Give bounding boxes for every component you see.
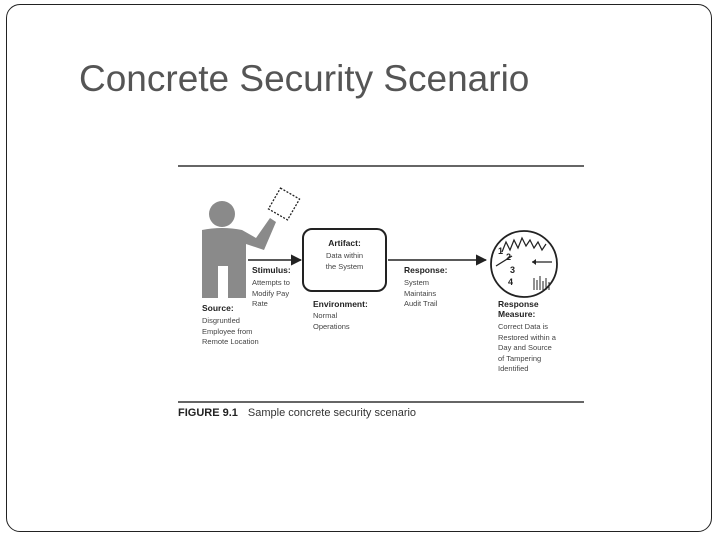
response-text: System Maintains Audit Trail <box>404 278 438 308</box>
figure-number: FIGURE 9.1 <box>178 407 238 419</box>
clock-number-1: 1 <box>498 246 504 256</box>
response-measure-clock-icon <box>488 228 560 300</box>
source-text: Disgruntled Employee from Remote Location <box>202 316 259 346</box>
response-measure-label: Response Measure: <box>498 299 539 319</box>
environment-label: Environment: <box>313 299 368 309</box>
artifact-label: Artifact: <box>328 238 361 248</box>
figure-caption-text: Sample concrete security scenario <box>247 407 417 419</box>
figure-caption <box>178 407 416 419</box>
slide-title: Concrete Security Scenario <box>79 58 530 99</box>
clock-number-4: 4 <box>508 277 514 287</box>
response-measure-text: Correct Data is Restored within a Day and Source of Tampering Identified <box>498 322 556 373</box>
stimulus-label: Stimulus: <box>252 265 291 275</box>
response-label: Response: <box>404 265 448 275</box>
environment-text: Normal Operations <box>313 311 350 331</box>
figure-bottom-rule <box>178 401 584 403</box>
artifact-text: Data within the System <box>325 251 364 271</box>
stimulus-text: Attempts to Modify Pay Rate <box>252 278 290 308</box>
source-label: Source: <box>202 303 234 313</box>
clock-number-2: 2 <box>506 252 512 262</box>
clock-number-3: 3 <box>510 265 516 275</box>
